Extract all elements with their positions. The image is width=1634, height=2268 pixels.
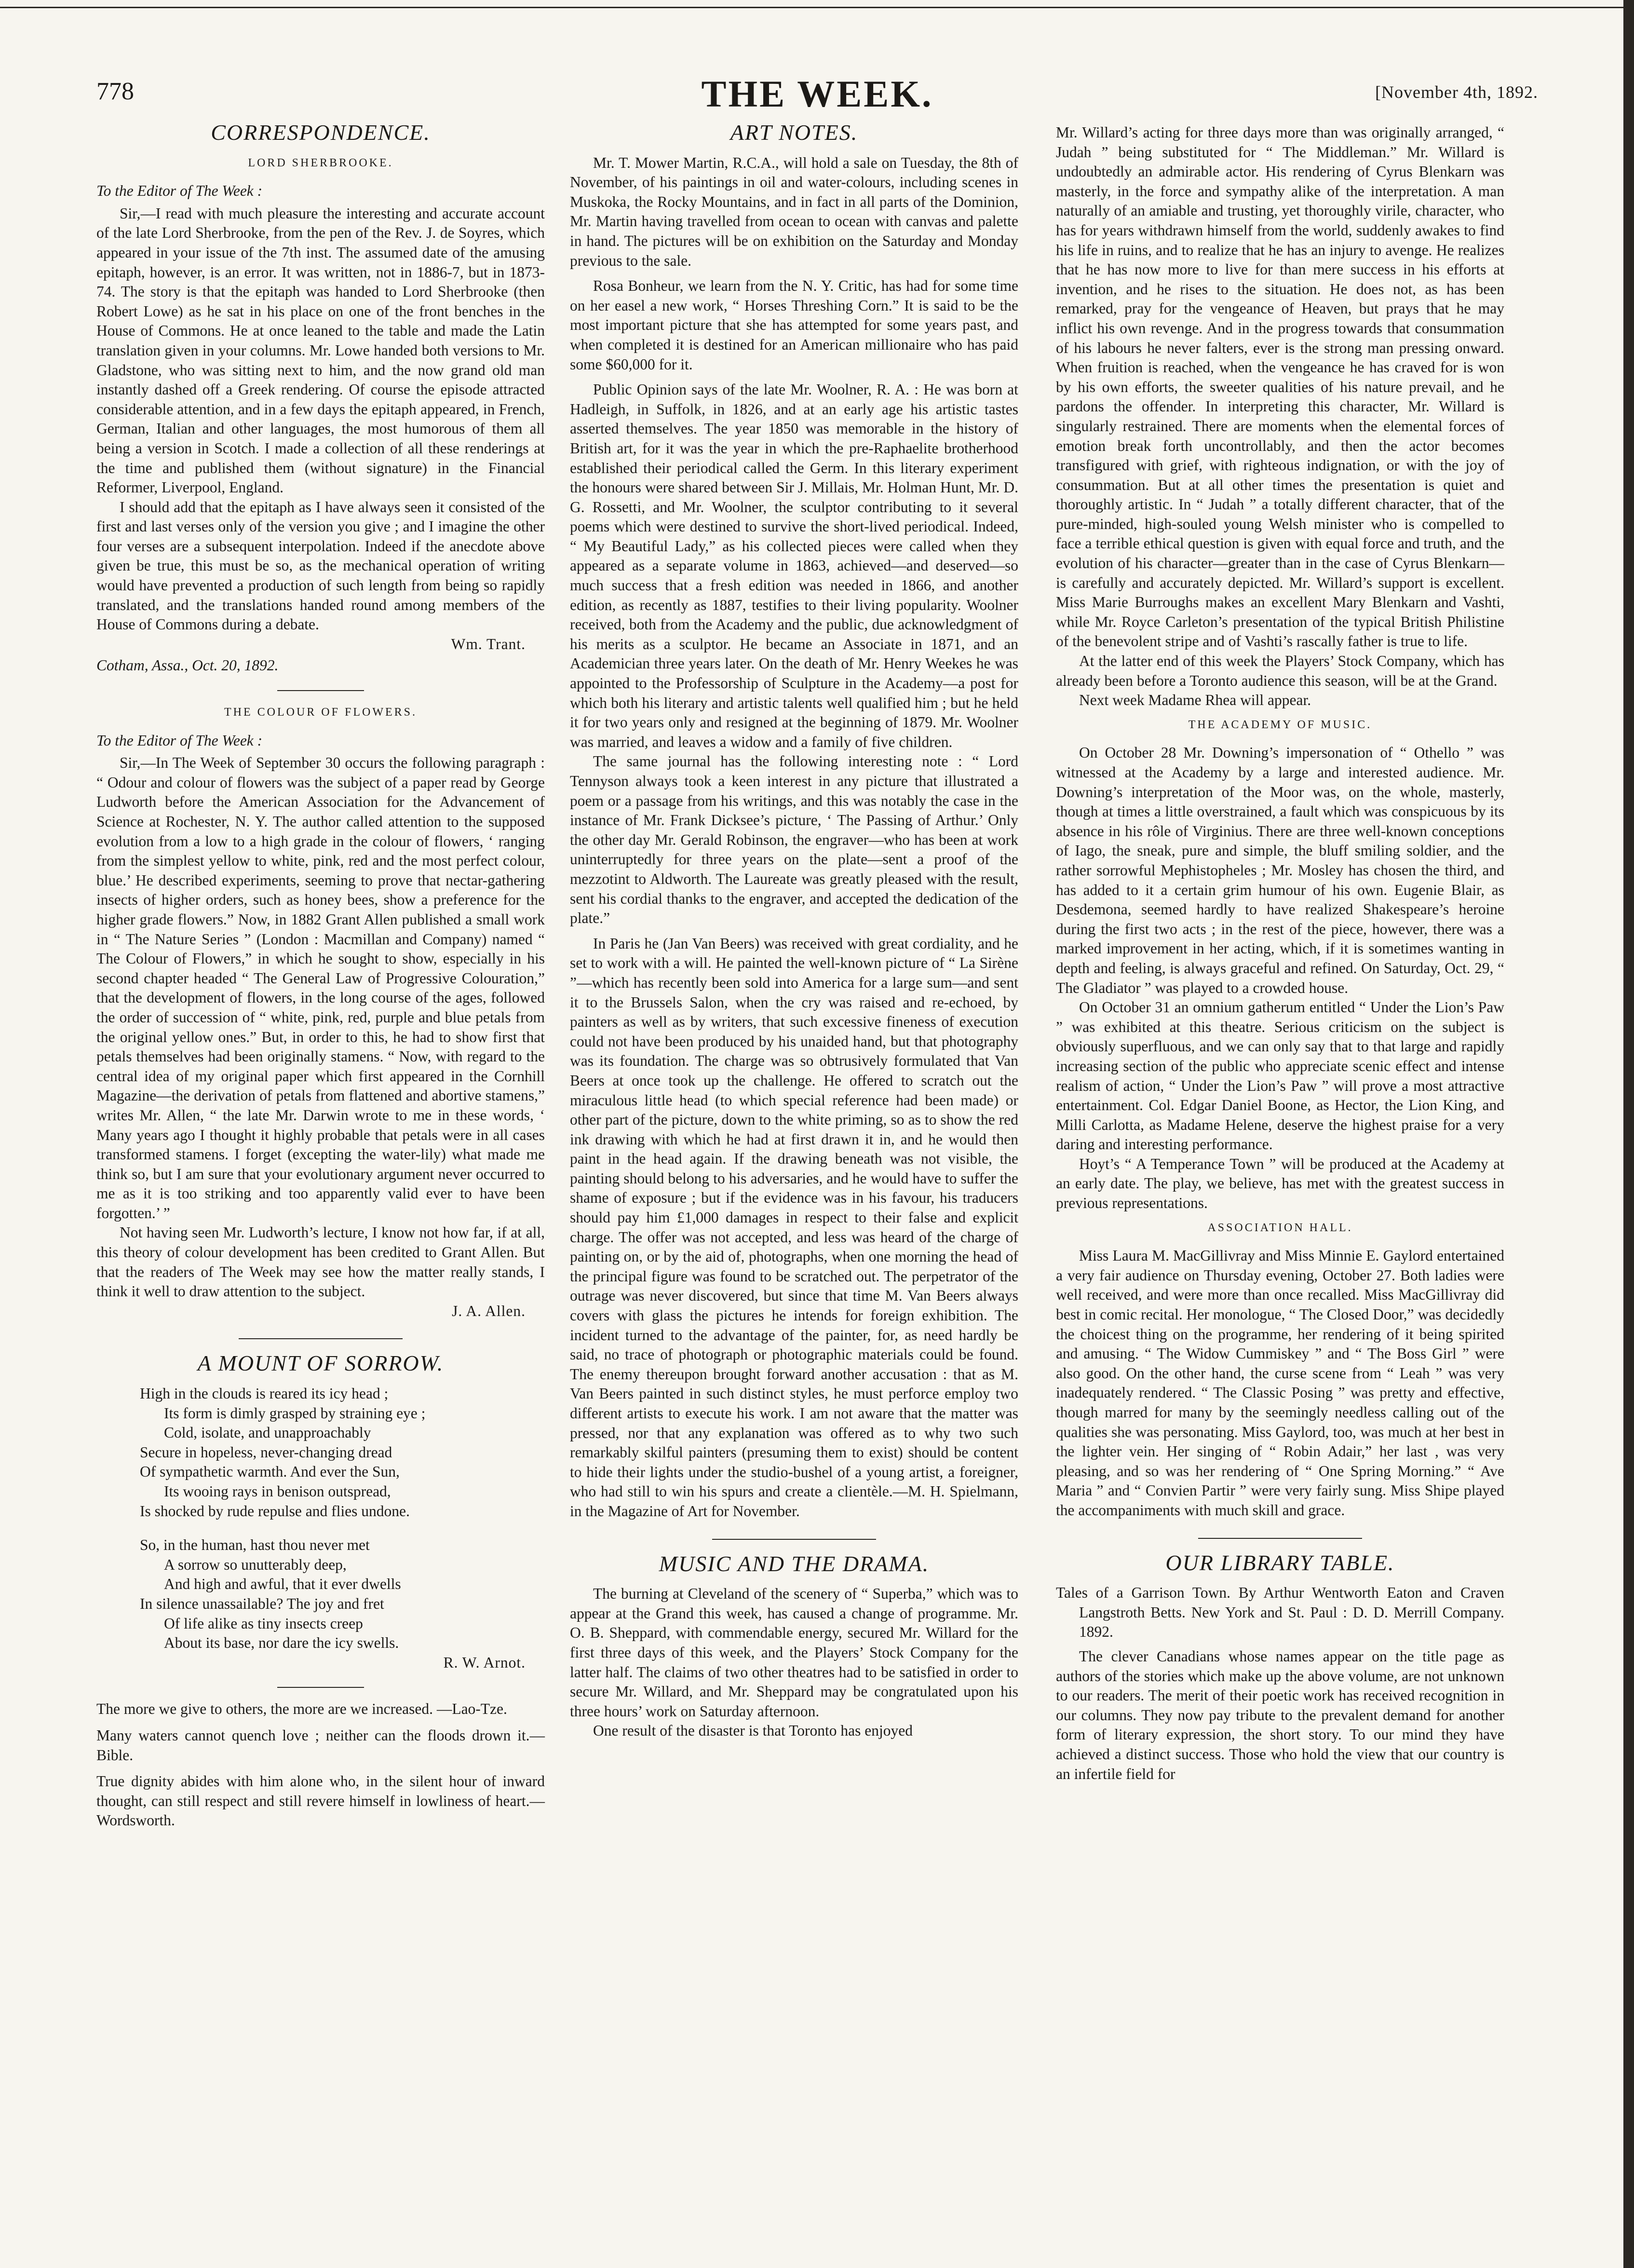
top-border <box>0 0 1634 8</box>
letter-heading: LORD SHERBROOKE. <box>248 156 393 169</box>
article-paragraph: Mr. T. Mower Martin, R.C.A., will hold a sale on Tuesday, the 8th of November, of his paintings in oil and water-colours, including scenes in Muskoka, the Rocky Mountains, and in fact in all parts of the Dominion, Mr. Martin having travelled from ocean to ocean with canvas and palette in hand. The pictures will be on exhibition on the Saturday and Monday previous to the sale. <box>570 154 1018 269</box>
article-paragraph: Mr. Willard’s acting for three days more than was originally arranged, “ Judah ” being substituted for “ The Middleman.” Mr. Willard is undoubtedly an admirable actor. His rendering of Cyrus Blenkarn was masterly, in the force and sympathy alike of the interpretation. A man naturally of an amiable and trusting, yet thoroughly virile, character, who has for years withdrawn himself from the world, suddenly awakes to find his life in ruins, and to realize that he has an injury to avenge. He realizes that he has now more to live for than mere success in his efforts at invention, and he rises to the situation. He does not, as has been remarked, pray for the vengeance of Heaven, but prays that he may inflict his own revenge. And in the progress towards that consummation of his labours he never falters, ever is the strong man pressing onward. When fruition is reached, when the vengeance he has craved for is won by his own efforts, the sweeter qualities of his nature prevail, and he pardons the offender. In interpreting this character, Mr. Willard is singularly restrained. There are moments when the elemental forces of emotion break forth uncontrollably, and then the actor becomes transfigured with grief, with righteous indignation, or with the joy of consummation. But at all other times the presentation is quiet and thoroughly artistic. In “ Judah ” a totally different character, that of the pure-minded, high-souled young Welsh minister who is compelled to face a terrible ethical question is given with equal force and truth, and the evolution of his character—greater than in the case of Cyrus Blenkarn—is carefully and accurately depicted. Mr. Willard’s support is excellent. Miss Marie Burroughs makes an excellent Mary Blenkarn and Vashti, while Mr. Royce Carleton’s presentation of the typical British Philistine of the benevolent stripe and of Vashti’s rascally father is true to life. <box>1056 124 1504 650</box>
article-paragraph: Hoyt’s “ A Temperance Town ” will be produced at the Academy at an early date. The play, we believe, has met with the greatest success in previous representations. <box>1056 1155 1504 1212</box>
stanza-break <box>140 1521 545 1535</box>
poem-line: Its wooing rays in benison outspread, <box>164 1483 391 1500</box>
issue-date: [November 4th, 1892. <box>1375 82 1538 102</box>
quotations <box>96 1699 545 1831</box>
poem-line: And high and awful, that it ever dwells <box>164 1575 401 1593</box>
article-paragraph: The burning at Cleveland of the scenery of “ Superba,” which was to appear at the Grand this week, has caused a change of programme. Mr. O. B. Sheppard, with commendable energy, secured Mr. Willard for the first three days of this week, and the Players’ Stock Company for the latter half. The claims of two other theatres had to be satisfied in order to secure Mr. Willard, and Mr. Sheppard may be congratulated upon his three hours’ work on Saturday afternoon. <box>570 1585 1018 1720</box>
poem-line: In silence unassailable? The joy and fret <box>140 1595 384 1612</box>
masthead: THE WEEK. <box>701 73 933 115</box>
poem-line: A sorrow so unutterably deep, <box>164 1556 347 1573</box>
article-paragraph: Rosa Bonheur, we learn from the N. Y. Critic, has had for some time on her easel a new work, “ Horses Threshing Corn.” It is said to be the most important picture that she has attempted for some years past, and when completed it is destined for an American millionaire who has paid some $60,000 for it. <box>570 277 1018 373</box>
article-paragraph: Public Opinion says of the late Mr. Woolner, R. A. : He was born at Hadleigh, in Suffolk, in 1826, and at an early age his artistic tastes asserted themselves. The year 1850 was memorable in the history of British art, for it was the year in which the pre-Raphaelite brotherhood established their periodical called the Germ. In this literary experiment the honours were shared between Sir J. Millais, Mr. Holman Hunt, Mr. D. G. Rossetti, and Mr. Woolner, the sculptor contributing to it several poems which were destined to survive the short-lived periodical. Indeed, “ My Beautiful Lady,” as his collected pieces were called when they appeared as a separate volume in 1863, achieved—and deserved—so much success that a fresh edition was needed in 1866, and another edition, as recently as 1887, testifies to their living popularity. Woolner received, both from the Academy and the public, due acknowledgment of his merits as a sculptor. He became an Associate in 1871, and an Academician three years later. On the death of Mr. Henry Weekes he was appointed to the Professorship of Sculpture in the Academy—a post for which both his literary and artistic talents well qualified him ; but he held it for two years only and resigned at the beginning of 1879. Mr. Woolner was married, and leaves a widow and a family of five children. <box>570 381 1018 750</box>
article-paragraph: In Paris he (Jan Van Beers) was received with great cordiality, and he set to work with a will. He painted the well-known picture of “ La Sirène ”—which has recently been sold into America for a large sum—and sent it to the Brussels Salon, when the cry was raised and re-echoed, by painters as well as by writers, that such excessive fineness of execution could not have been produced by his unaided hand, but that photography was its foundation. The charge was so obtrusively formulated that Van Beers at once took up the challenge. He offered to scratch out the miraculous little head (to which special reference had been made) or other part of the picture, down to the white priming, so as to show the red ink drawing with which he had at first drawn it in, and he would then paint in the head again. If the drawing beneath was not visible, the painting should belong to his adversaries, and he would have to suffer the shame of exposure ; but if the evidence was in his favour, his traducers should pay him £1,000 damages in respect to their false and explicit charge. The offer was not accepted, and less was heard of the charge of painting on, or by the aid of, photographs, when one morning the head of the principal figure was found to be scratched out. The perpetrator of the outrage was never discovered, but since that time M. Van Beers always covers with glass the pictures he intends for foreign exhibition. The incident turned to the advantage of the painter, for, as need hardly be said, no trace of photograph or photographic materials could be found. The enemy thereupon brought forward another accusation : that as M. Van Beers painted in such distinct styles, he must perforce employ two different artists to execute his work. I am not aware that the matter was pressed, nor that any explanation was offered as to why two such remarkably skilful painters (presuming them to exist) should be content to hide their lights under the studio-bushel of a young artist, a foreigner, who had still to win his spurs and create a clientèle.—M. H. Spielmann, in the Magazine of Art for November. <box>570 935 1018 1520</box>
poem-line: Of life alike as tiny insects creep <box>164 1615 363 1632</box>
article-paragraph: One result of the disaster is that Toronto has enjoyed <box>593 1722 913 1739</box>
divider <box>1198 1538 1362 1539</box>
article-paragraph: The same journal has the following interesting note : “ Lord Tennyson always took a keen interest in any picture that illustrated a poem or a passage from his writings, and this was notably the case in the instance of Mr. Frank Dicksee’s picture, ‘ The Passing of Arthur.’ Only the other day Mr. Gerald Robinson, the engraver—who has been at work uninterruptedly for three years on the plate—sent a proof of the mezzotint to Aldworth. The Laureate was greatly pleased with the result, sent his cordial thanks to the engraver, and accepted the dedication of the plate.” <box>570 753 1018 927</box>
poem-line: Is shocked by rude repulse and flies undone. <box>140 1502 410 1520</box>
letter-heading: THE COLOUR OF FLOWERS. <box>224 706 417 719</box>
divider <box>712 1539 876 1540</box>
column-3 <box>1056 123 1504 1784</box>
column-1 <box>96 120 545 1831</box>
poem-line: So, in the human, hast thou never met <box>140 1536 370 1554</box>
poem-line: About its base, nor dare the icy swells. <box>164 1634 399 1652</box>
article-paragraph: On October 31 an omnium gatherum entitled “ Under the Lion’s Paw ” was exhibited at this theatre. Serious criticism on the subject is obviously superfluous, and we can only say that to that large and rapidly increasing section of the public who appreciate scenic effect and intense realism of action, “ Under the Lion’s Paw ” will prove a most attractive entertainment. Col. Edgar Daniel Boone, as Hector, the Lion King, and Milli Carlotta, as Madame Helene, deserve the highest praise for a very daring and interesting performance. <box>1056 999 1504 1153</box>
poem-line: Cold, isolate, and unapproachably <box>164 1424 371 1441</box>
poem-line: High in the clouds is reared its icy head ; <box>140 1385 389 1402</box>
poem-line: Its form is dimly grasped by straining eye ; <box>164 1404 426 1422</box>
quotation: True dignity abides with him alone who, in the silent hour of inward thought, can still respect and still revere himself in lowliness of heart.—Wordsworth. <box>96 1773 545 1829</box>
letter-signature: Wm. Trant. <box>451 635 526 652</box>
section-title-correspondence: CORRESPONDENCE. <box>211 120 431 145</box>
poem-title: A MOUNT OF SORROW. <box>197 1351 444 1376</box>
letter-paragraph: Sir,—I read with much pleasure the interesting and accurate account of the late Lord Sherbrooke, from the pen of the Rev. J. de Soyres, which appeared in your issue of the 7th inst. The assumed date of the amusing epitaph, however, is an error. It was written, not in 1886-7, but in 1873-74. The story is that the epitaph was handed to Lord Sherbrooke (then Robert Lowe) as he sat in his place on one of the front benches in the House of Commons. He at once leaned to the table and made the Latin translation given in your columns. Mr. Lowe handed both versions to Mr. Gladstone, who was sitting next to him, and the now grand old man instantly dashed off a Greek rendering. Of course the episode attracted considerable attention, and in a few days the epitaph appeared, in French, German, Italian and other languages, the most humorous of them all being a version in Scotch. I made a collection of all these renderings at the time and published them (without signature) in the Financial Reformer, Liverpool, England. <box>96 204 545 496</box>
letter-signature: J. A. Allen. <box>452 1302 526 1319</box>
letter-salutation: To the Editor of The Week : <box>96 732 263 749</box>
poem-line: Of sympathetic warmth. And ever the Sun, <box>140 1463 400 1480</box>
article-paragraph: On October 28 Mr. Downing’s impersonation of “ Othello ” was witnessed at the Academy by a large and interested audience. Mr. Downing’s interpretation of the Moor was, on the whole, masterly, though at times a little overstrained, a fault which was conspicuous by its absence in his rôle of Virginius. There are three well-known conceptions of Iago, the sneak, pure and simple, the bluff smiling soldier, and the rather sorrowful Mephistopheles ; Mr. Mosley has chosen the third, and has added to it a certain grim humour of his own. Eugenie Blair, as Desdemona, seemed hardly to have realized Shakespeare’s heroine during the first two acts ; in the rest of the piece, however, there was a marked improvement in her acting, which, if it is sometimes wanting in depth and feeling, is always graceful and refined. On Saturday, Oct. 29, “ The Gladiator ” was played to a crowded house. <box>1056 744 1504 996</box>
section-title-art-notes: ART NOTES. <box>730 120 858 145</box>
divider <box>239 1338 403 1339</box>
article-paragraph: Miss Laura M. MacGillivray and Miss Minnie E. Gaylord entertained a very fair audience on Thursday evening, October 27. Both ladies were well received, and were more than once recalled. Miss MacGillivray did best in comic recital. Her monologue, “ The Closed Door,” was decidedly the choicest thing on the programme, her rendering of it being spirited and amusing. “ The Widow Cummiskey ” and “ The Boss Girl ” were also good. On the other hand, the curse scene from “ Leah ” was very inadequately rendered. “ The Classic Posing ” was pretty and effective, though marred for many by the seemingly needless calling out of the qualities she was personating. Miss Gaylord, too, was much at her best in the lighter vein. Her singing of “ Robin Adair,” her last , was very pleasing, and so was her rendering of “ One Spring Morning.” “ Ave Maria ” and “ Convien Partir ” were very fairly sung. Miss Shipe played the accompaniments with much skill and grace. <box>1056 1247 1504 1519</box>
article-paragraph: At the latter end of this week the Players’ Stock Company, which has already been before a Toronto audience this season, will be at the Grand. <box>1056 652 1504 689</box>
column-2 <box>570 120 1018 1741</box>
section-title-music-drama: MUSIC AND THE DRAMA. <box>659 1551 930 1576</box>
page-number: 778 <box>96 78 134 105</box>
section-title-library-table: OUR LIBRARY TABLE. <box>1165 1550 1395 1575</box>
letter-paragraph: Not having seen Mr. Ludworth’s lecture, I know not how far, if at all, this theory of colour development has been credited to Grant Allen. But that the readers of The Week may see how the matter really stands, I think it well to draw attention to the subject. <box>96 1224 545 1300</box>
review-paragraph: The clever Canadians whose names appear on the title page as authors of the stories which make up the above volume, are not unknown to our readers. The merit of their poetic work has received recognition in our columns. They now pay tribute to the prevalent demand for another form of literary expression, the short story. To our mind they have achieved a distinct success. Those who hold the view that our country is an infertile field for <box>1056 1647 1504 1782</box>
quotation: Many waters cannot quench love ; neither can the floods drown it.—Bible. <box>96 1726 545 1764</box>
page-header <box>96 72 1538 121</box>
letter-paragraph: I should add that the epitaph as I have always seen it consisted of the first and last verses only of the version you give ; and I imagine the other four verses are a subsequent interpolation. Indeed if the anecdote above given be true, this must be so, as the mechanical operation of writing would have prevented a production of such length from being so rapidly translated, and the translations handed round among members of the House of Commons during a debate. <box>96 498 545 633</box>
letter-place-date: Cotham, Assa., Oct. 20, 1892. <box>96 657 279 674</box>
article-paragraph: Next week Madame Rhea will appear. <box>1079 692 1311 709</box>
letter-salutation: To the Editor of The Week : <box>96 182 263 200</box>
book-citation: Tales of a Garrison Town. By Arthur Wentworth Eaton and Craven Langstroth Betts. New York and St. Paul : D. D. Merrill Company. 1892. <box>1056 1584 1504 1641</box>
page-edge <box>1623 0 1634 2268</box>
divider <box>277 1687 364 1688</box>
subsection-heading-academy: THE ACADEMY OF MUSIC. <box>1188 718 1372 731</box>
subsection-heading-association-hall: ASSOCIATION HALL. <box>1207 1221 1353 1234</box>
poem-line: Secure in hopeless, never-changing dread <box>140 1443 392 1461</box>
divider <box>277 690 364 691</box>
quotation: The more we give to others, the more are we increased. —Lao-Tze. <box>96 1700 507 1718</box>
letter-paragraph: Sir,—In The Week of September 30 occurs the following paragraph : “ Odour and colour of flowers was the subject of a paper read by George Ludworth before the American Association for the Advancement of Science at Rochester, N. Y. The author called attention to the supposed evolution from a low to a high grade in the colour of flowers, ‘ ranging from the simplest yellow to white, pink, red and the most perfect colour, blue.’ He described experiments, seeming to prove that nectar-gathering insects of higher orders, such as honey bees, show a preference for the higher grade flowers.” Now, in 1882 Grant Allen published a small work in “ The Nature Series ” (London : Macmillan and Company) named “ The Colour of Flowers,” in which he sought to show, especially in his second chapter headed “ The General Law of Progressive Colouration,” that the development of flowers, in the long course of the ages, followed the order of succession of “ white, pink, red, purple and blue petals from the original yellow ones.” But, in order to this, he had to show first that petals themselves had been originally stamens. “ Now, with regard to the central idea of my original paper which first appeared in the Cornhill Magazine—the derivation of petals from flattened and abortive stamens,” writes Mr. Allen, “ the late Mr. Darwin wrote to me in these words, ‘ Many years ago I thought it highly probable that petals were in all cases transformed stamens. I forget (excepting the water-lily) what made me think so, but I am sure that your evolutionary argument never occurred to me as it is too striking and too apparently valid ever to have been forgotten.’ ” <box>96 754 545 1222</box>
poem-body <box>140 1384 545 1653</box>
poem-author: R. W. Arnot. <box>443 1654 526 1671</box>
